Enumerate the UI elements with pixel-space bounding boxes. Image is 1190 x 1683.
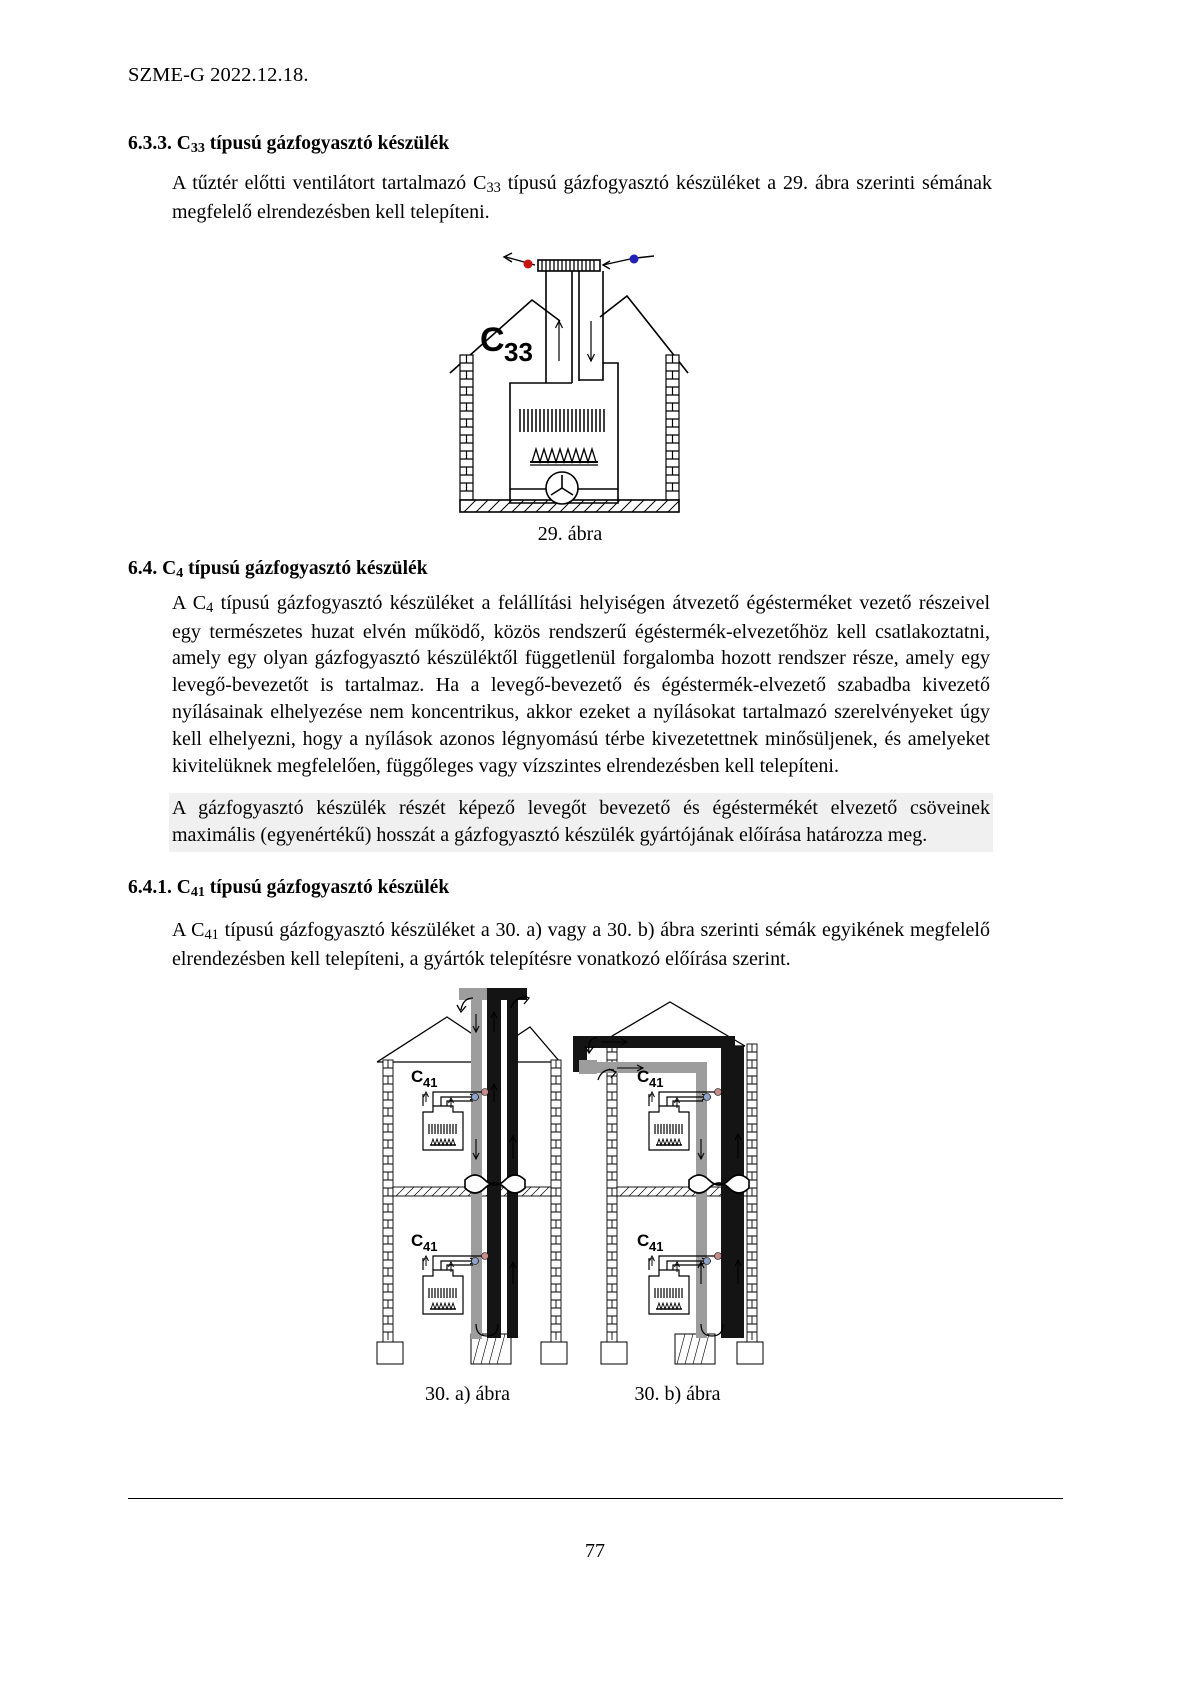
heat-exchanger bbox=[520, 409, 604, 432]
flue-terminal bbox=[538, 260, 600, 271]
figure-30b bbox=[565, 984, 790, 1366]
wall-right-30a bbox=[551, 1060, 561, 1342]
footings-30b bbox=[601, 1334, 763, 1364]
figure-30a bbox=[355, 984, 580, 1366]
heading-6-3-3 bbox=[128, 133, 449, 157]
exhaust-connector-lower-30a bbox=[482, 1253, 489, 1260]
intake-connector-lower-30b bbox=[704, 1258, 711, 1265]
intake-terminal-30b bbox=[579, 1060, 597, 1074]
figure-29-label: C bbox=[480, 321, 505, 359]
figure-30a-label-lower-sub: 41 bbox=[423, 1239, 438, 1254]
heading-title-prefix: C bbox=[162, 558, 177, 579]
figure-29-caption: 29. ábra bbox=[537, 523, 603, 545]
footer-divider bbox=[128, 1498, 1063, 1499]
heading-title-rest: típusú gázfogyasztó készülék bbox=[183, 558, 428, 579]
intake-connector-lower-30a bbox=[472, 1258, 479, 1265]
intake-connector-upper-30b bbox=[704, 1094, 711, 1101]
heading-6-4 bbox=[128, 558, 428, 582]
intake-duct-30b bbox=[696, 1062, 707, 1338]
figure-30a-caption: 30. a) ábra bbox=[425, 1383, 510, 1405]
figure-29 bbox=[440, 243, 700, 518]
appliance-lower-30b bbox=[649, 1270, 689, 1314]
document-header: SZME-G 2022.12.18. bbox=[128, 64, 309, 86]
figure-30b-label-lower: C bbox=[637, 1231, 650, 1250]
figure-30a-label-upper-sub: 41 bbox=[423, 1075, 438, 1090]
wall-left bbox=[460, 355, 473, 500]
heading-title-prefix: C bbox=[176, 133, 191, 154]
figure-30a-label-lower: C bbox=[411, 1231, 424, 1250]
appliance-lower-30a bbox=[423, 1270, 463, 1314]
intake-dot bbox=[630, 255, 639, 264]
figure-30b-label-upper: C bbox=[637, 1067, 650, 1086]
heading-title-rest: típusú gázfogyasztó készülék bbox=[204, 877, 450, 898]
wall-right-30b bbox=[747, 1044, 757, 1342]
flue-flow-arrows bbox=[556, 321, 595, 361]
intake-marker bbox=[603, 256, 654, 269]
wall-left-30b bbox=[607, 1044, 617, 1342]
figure-29-drawing bbox=[440, 243, 700, 518]
heading-number: 6.4. bbox=[128, 558, 158, 579]
exhaust-connector-upper-30b bbox=[715, 1089, 722, 1096]
exhaust-dot bbox=[524, 260, 533, 269]
heading-title-sub: 4 bbox=[176, 565, 184, 582]
paragraph-6-4-highlighted: A gázfogyasztó készülék részét képező levegőt bevezető és égéstermékét elvezető csöveinek maximális (egyenértékű) hosszát a gázfogyasztó készülék gyártójának előírása határozza meg. bbox=[169, 793, 993, 852]
burner bbox=[530, 449, 598, 465]
figure-30a-label-upper: C bbox=[411, 1067, 424, 1086]
figure-30b-label-upper-sub: 41 bbox=[649, 1075, 664, 1090]
figure-30b-drawing bbox=[565, 984, 790, 1366]
figure-29-label-sub: 33 bbox=[504, 337, 533, 367]
paragraph-6-4-1: A $C_{41}$ típusú gázfogyasztó készüléket a 30. a) vagy a 30. b) ábra szerinti sémák egyikének megfelelő elrendezésben kell telepíteni, a gyártók telepítésre vonatkozó előírása szerint. bbox=[172, 919, 990, 970]
figure-30b-caption: 30. b) ábra bbox=[634, 1383, 721, 1405]
intake-connector-upper-30a bbox=[472, 1094, 479, 1101]
heading-title-rest: típusú gázfogyasztó készülék bbox=[204, 133, 450, 154]
exhaust-connector-lower-30b bbox=[715, 1253, 722, 1260]
figure-30a-drawing bbox=[355, 984, 580, 1366]
heading-6-4-1 bbox=[128, 877, 449, 901]
heading-number: 6.4.1. bbox=[128, 877, 172, 898]
heading-title-sub: 33 bbox=[190, 140, 205, 157]
exhaust-connector-upper-30a bbox=[482, 1089, 489, 1096]
intake-duct-30a bbox=[471, 994, 482, 1339]
paragraph-6-4: A $C_4$ típusú gázfogyasztó készüléket a felállítási helyiségen átvezető égésterméket vezető részeivel egy természetes huzat elvén működő, közös rendszerű égéstermék-elvezetőhöz kell csatlakoztatni, amely egy olyan gázfogyasztó készüléktől függetlenül forgalomba hozott rendszer része, amely egy levegő-bevezetőt is tartalmaz. Ha a levegő-bevezető és égéstermék-elvezető szabadba kivezető nyílásainak elhelyezése nem koncentrikus, akkor ezeket a nyílásokat tartalmazó szerelvényeket úgy kell elhelyezni, hogy a nyílások azonos légnyomású térbe kivezetettnek minősüljenek, és amelyeket kivitelüknek megfelelően, függőleges vagy vízszintes elrendezésben kell telepíteni. bbox=[172, 592, 990, 777]
heading-title-prefix: C bbox=[176, 877, 191, 898]
heading-number: 6.3.3. bbox=[128, 133, 172, 154]
appliance-upper-30a bbox=[423, 1106, 463, 1150]
fan bbox=[546, 472, 578, 504]
heading-title-sub: 41 bbox=[190, 884, 205, 901]
appliance-upper-30b bbox=[649, 1106, 689, 1150]
flow-arrows-30b bbox=[601, 1039, 741, 1284]
wall-left-30a bbox=[383, 1060, 393, 1342]
paragraph-6-3-3: A tűztér előtti ventilátort tartalmazó $C_{33}$ típusú gázfogyasztó készüléket a 29. ábra szerinti sémának megfelelő elrendezésben kell telepíteni. bbox=[172, 172, 993, 223]
figure-30b-label-lower-sub: 41 bbox=[649, 1239, 664, 1254]
page-number: 77 bbox=[585, 1540, 605, 1562]
wall-right bbox=[666, 355, 679, 500]
exhaust-duct-30a bbox=[487, 988, 501, 1338]
